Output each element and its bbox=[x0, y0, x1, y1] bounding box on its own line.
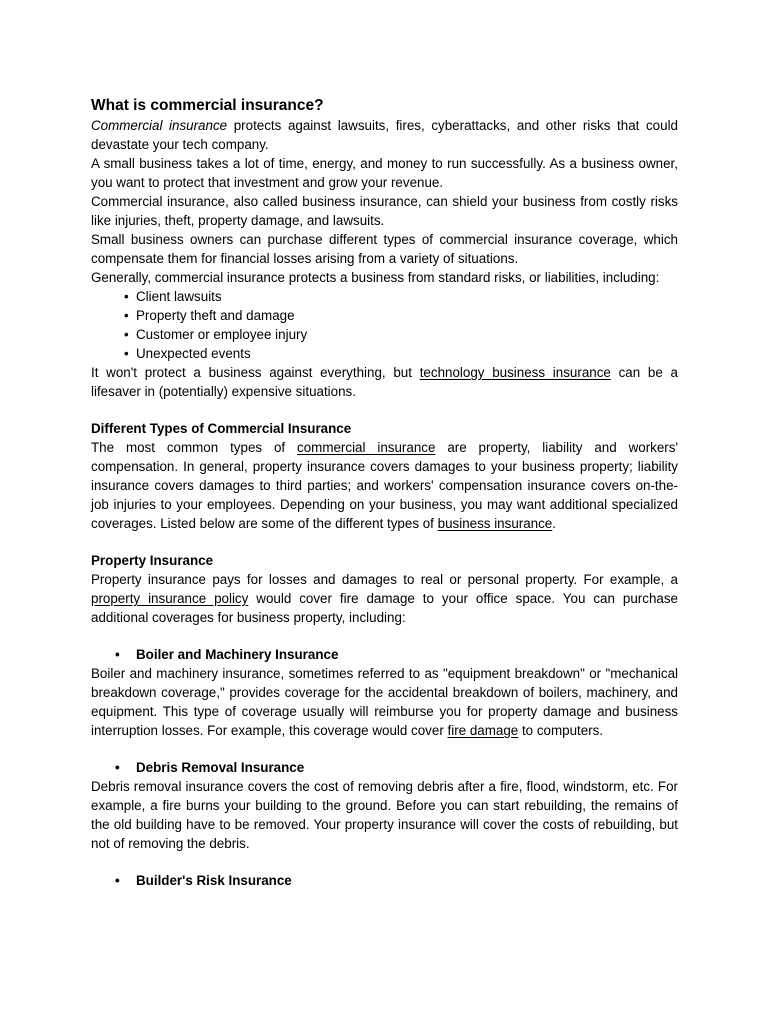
boiler-paragraph: Boiler and machinery insurance, sometimes referred to as "equipment breakdown" or "mechanical breakdown coverage," provides coverage for the accidental breakdown of boilers, machinery, and equipment. This type of coverage usually will reimburse you for property damage and business interruption losses. For example, this coverage would cover fire damage to computers. bbox=[91, 666, 678, 738]
list-item: • Client lawsuits bbox=[91, 287, 678, 306]
commercial-insurance-link[interactable]: commercial insurance bbox=[297, 440, 436, 455]
list-item: • Unexpected events bbox=[91, 344, 678, 363]
intro-paragraph-6: It won't protect a business against everything, but technology business insurance can be a lifesaver in (potentially) expensive situations. bbox=[91, 365, 678, 399]
intro-emphasis: Commercial insurance bbox=[91, 118, 228, 133]
subsection-heading-builders: • Builder's Risk Insurance bbox=[115, 873, 292, 888]
spacer bbox=[91, 740, 678, 758]
spacer bbox=[91, 533, 678, 551]
debris-paragraph: Debris removal insurance covers the cost of removing debris after a fire, flood, windstorm, etc. For example, a fire burns your building to the ground. Before you can start rebuilding, the remains of the old building have to be removed. Your property insurance will cover the costs of rebuilding, but not of removing the debris. bbox=[91, 779, 678, 851]
technology-business-insurance-link[interactable]: technology business insurance bbox=[419, 365, 611, 380]
intro-paragraph-2: A small business takes a lot of time, energy, and money to run successfully. As a business owner, you want to protect that investment and grow your revenue. bbox=[91, 156, 678, 190]
spacer bbox=[91, 853, 678, 871]
document-body bbox=[91, 95, 678, 890]
intro-paragraph-1: Commercial insurance protects against lawsuits, fires, cyberattacks, and other risks that could devastate your tech company. bbox=[91, 118, 678, 152]
subsection-heading-debris: • Debris Removal Insurance bbox=[115, 760, 305, 775]
liabilities-list bbox=[91, 287, 678, 363]
types-paragraph: The most common types of commercial insurance are property, liability and workers' compensation. In general, property insurance covers damages to your business property; liability insurance covers damages to third parties; and workers' compensation insurance covers on-the-job injuries to your employees. Depending on your business, you may want additional specialized coverages. Listed below are some of the different types of business insurance. bbox=[91, 440, 679, 531]
section-heading-types: Different Types of Commercial Insurance bbox=[91, 421, 352, 436]
intro-paragraph-3: Commercial insurance, also called business insurance, can shield your business from costly risks like injuries, theft, property damage, and lawsuits. bbox=[91, 194, 678, 228]
intro-paragraph-5: Generally, commercial insurance protects a business from standard risks, or liabilities, including: bbox=[91, 270, 660, 285]
property-insurance-policy-link[interactable]: property insurance policy bbox=[91, 591, 249, 606]
list-item: • Property theft and damage bbox=[91, 306, 678, 325]
business-insurance-link[interactable]: business insurance bbox=[437, 516, 553, 531]
property-paragraph: Property insurance pays for losses and damages to real or personal property. For example, a property insurance policy would cover fire damage to your office space. You can purchase additional coverages for business property, including: bbox=[91, 572, 678, 625]
subsection-heading-boiler: • Boiler and Machinery Insurance bbox=[115, 647, 339, 662]
spacer bbox=[91, 401, 678, 419]
fire-damage-link[interactable]: fire damage bbox=[447, 723, 519, 738]
bullet-icon: • bbox=[115, 873, 120, 888]
intro-paragraph-4: Small business owners can purchase different types of commercial insurance coverage, which compensate them for financial losses arising from a variety of situations. bbox=[91, 232, 678, 266]
page-title: What is commercial insurance? bbox=[91, 97, 324, 114]
spacer bbox=[91, 627, 678, 645]
section-heading-property: Property Insurance bbox=[91, 553, 214, 568]
bullet-icon: • bbox=[115, 760, 120, 775]
bullet-icon: • bbox=[115, 647, 120, 662]
list-item: • Customer or employee injury bbox=[91, 325, 678, 344]
